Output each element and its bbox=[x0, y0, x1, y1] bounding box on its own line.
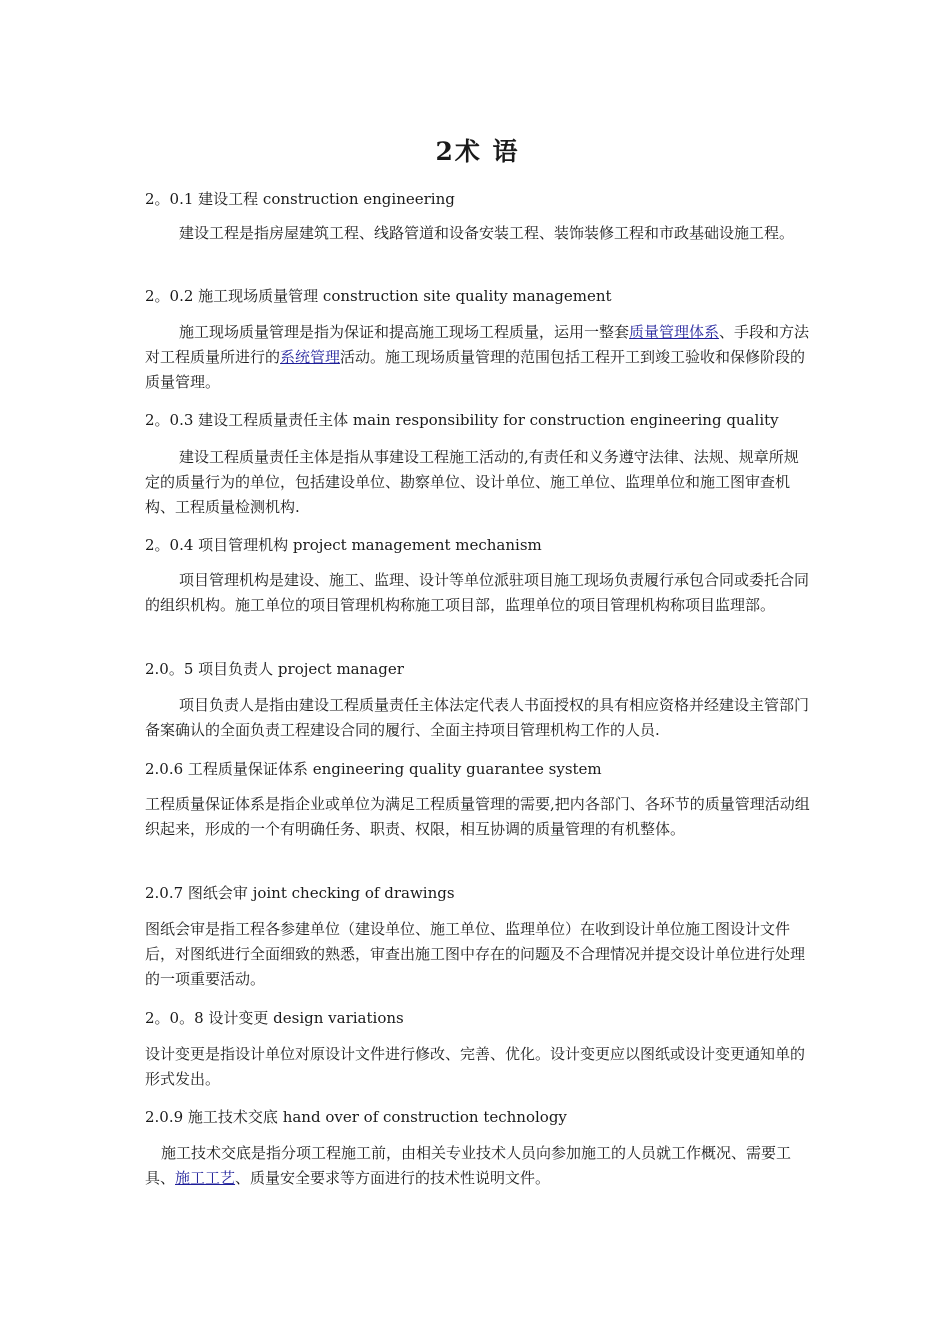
link-construction-technology[interactable]: 施工工艺 bbox=[175, 1169, 236, 1187]
link-quality-management-system[interactable]: 质量管理体系 bbox=[629, 323, 720, 341]
term-definition-2-0-3: 建设工程质量责任主体是指从事建设工程施工活动的,有责任和义务遵守法律、法规、规章所规定的质量行为的单位，包括建设单位、勘察单位、设计单位、施工单位、监理单位和施工图审查机构、工程质量检测机构. bbox=[145, 448, 799, 516]
term-definition-2-0-7: 图纸会审是指工程各参建单位（建设单位、施工单位、监理单位）在收到设计单位施工图设计文件后，对图纸进行全面细致的熟悉，审查出施工图中存在的问题及不合理情况并提交设计单位进行处理的一项重要活动。 bbox=[145, 920, 806, 988]
definition-text: 、质量安全要求等方面进行的技术性说明文件。 bbox=[235, 1169, 551, 1187]
definition-text: 活动。施工现场质量管理的范围包括工程开工到竣工验收和保修阶段的质量管理。 bbox=[145, 348, 806, 391]
term-definition-2-0-6: 工程质量保证体系是指企业或单位为满足工程质量管理的需要,把内各部门、各环节的质量管理活动组织起来，形成的一个有明确任务、职责、权限，相互协调的质量管理的有机整体。 bbox=[145, 795, 810, 838]
term-heading-2-0-4: 2。0.4 项目管理机构 project management mechanism bbox=[145, 536, 542, 554]
term-definition-2-0-1: 建设工程是指房屋建筑工程、线路管道和设备安装工程、装饰装修工程和市政基础设施工程。 bbox=[179, 224, 795, 242]
term-definition-2-0-9 bbox=[145, 1141, 810, 1191]
page-title: 2术 语 bbox=[435, 137, 520, 166]
term-heading-2-0-9: 2.0.9 施工技术交底 hand over of construction technology bbox=[145, 1108, 567, 1126]
term-definition-2-0-8: 设计变更是指设计单位对原设计文件进行修改、完善、优化。设计变更应以图纸或设计变更通知单的形式发出。 bbox=[145, 1045, 806, 1088]
term-heading-2-0-3: 2。0.3 建设工程质量责任主体 main responsibility for construction engineering quality bbox=[145, 411, 779, 429]
term-heading-2-0-2: 2。0.2 施工现场质量管理 construction site quality management bbox=[145, 287, 612, 305]
term-heading-2-0-8: 2。0。8 设计变更 design variations bbox=[145, 1009, 404, 1027]
term-heading-2-0-6: 2.0.6 工程质量保证体系 engineering quality guarantee system bbox=[145, 760, 602, 778]
definition-text: 施工技术交底是指分项工程施工前，由相关专业技术人员向参加施工的人员就工作概况、需要工具、 bbox=[145, 1144, 792, 1187]
term-heading-2-0-7: 2.0.7 图纸会审 joint checking of drawings bbox=[145, 884, 455, 902]
term-definition-2-0-4: 项目管理机构是建设、施工、监理、设计等单位派驻项目施工现场负责履行承包合同或委托合同的组织机构。施工单位的项目管理机构称施工项目部，监理单位的项目管理机构称项目监理部。 bbox=[145, 571, 810, 614]
term-heading-2-0-5: 2.0。5 项目负责人 project manager bbox=[145, 660, 404, 678]
term-definition-2-0-5: 项目负责人是指由建设工程质量责任主体法定代表人书面授权的具有相应资格并经建设主管部门备案确认的全面负责工程建设合同的履行、全面主持项目管理机构工作的人员. bbox=[145, 696, 810, 739]
term-definition-2-0-2 bbox=[145, 320, 810, 395]
term-heading-2-0-1: 2。0.1 建设工程 construction engineering bbox=[145, 190, 455, 208]
definition-text: 、手段和方法对工程质量所进行的 bbox=[145, 323, 810, 366]
definition-text: 施工现场质量管理是指为保证和提高施工现场工程质量，运用一整套 bbox=[179, 323, 630, 341]
link-system-management[interactable]: 系统管理 bbox=[280, 348, 341, 366]
